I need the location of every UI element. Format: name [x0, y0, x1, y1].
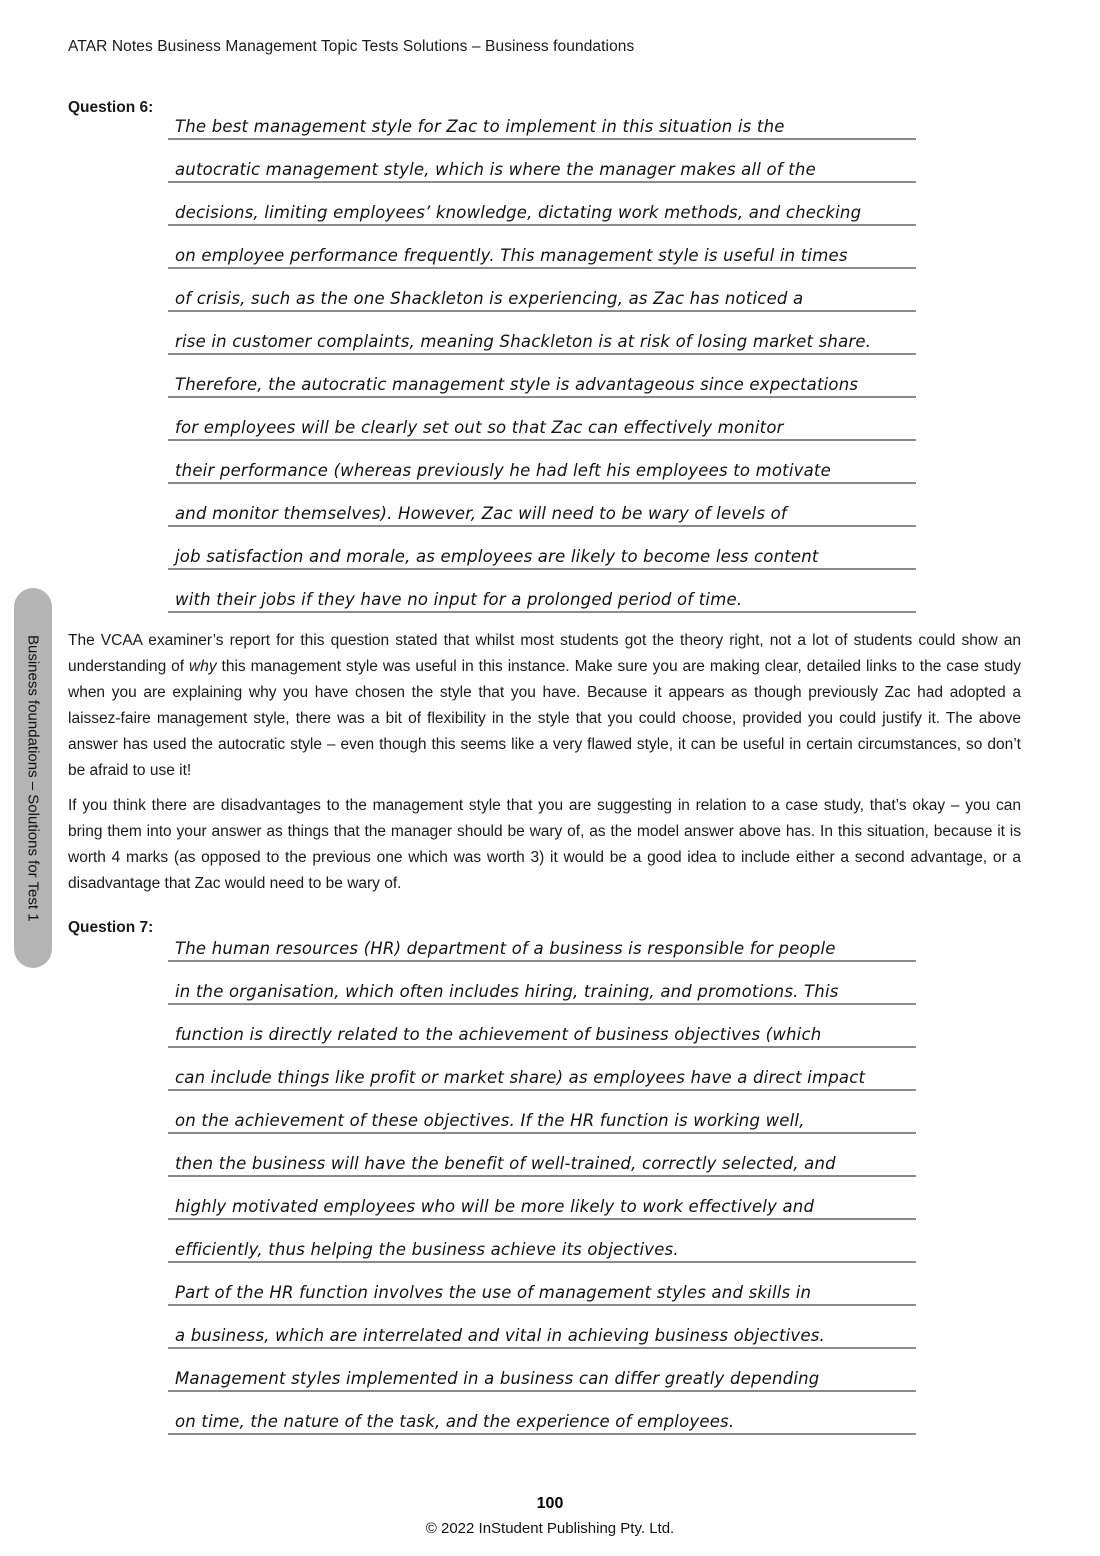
answer-line: in the organisation, which often includes hiring, training, and promotions. This	[168, 962, 916, 1005]
answer-line: then the business will have the benefit of well-trained, correctly selected, and	[168, 1134, 916, 1177]
answer-line: Part of the HR function involves the use of management styles and skills in	[168, 1263, 916, 1306]
answer-line: autocratic management style, which is where the manager makes all of the	[168, 140, 916, 183]
commentary-italic-word: why	[189, 658, 217, 675]
answer-line: Management styles implemented in a business can differ greatly depending	[168, 1349, 916, 1392]
commentary-text: The VCAA examiner’s report for this question stated that whilst most students got the theory right, not a lot of students could show an understanding of	[68, 632, 1021, 675]
answer-line: of crisis, such as the one Shackleton is experiencing, as Zac has noticed a	[168, 269, 916, 312]
answer-line: job satisfaction and morale, as employees are likely to become less content	[168, 527, 916, 570]
answer-line: on the achievement of these objectives. If the HR function is working well,	[168, 1091, 916, 1134]
answer-line: their performance (whereas previously he had left his employees to motivate	[168, 441, 916, 484]
document-header: ATAR Notes Business Management Topic Tests Solutions – Business foundations	[68, 38, 635, 55]
copyright-notice: © 2022 InStudent Publishing Pty. Ltd.	[425, 1520, 675, 1537]
question-6-heading: Question 6:	[68, 99, 154, 116]
answer-line: highly motivated employees who will be more likely to work effectively and	[168, 1177, 916, 1220]
commentary-text: this management style was useful in this instance. Make sure you are making clear, detailed links to the case study when you are explaining why you have chosen the style that you have. Because it appears as though previously Zac had adopted a laissez-faire management style, there was a bit of flexibility in the style that you could choose, provided you could justify it. The above answer has used the autocratic style – even though this seems like a very flawed style, it can be useful in certain circumstances, so don’t be afraid to use it!	[68, 658, 1021, 779]
answer-line: on time, the nature of the task, and the experience of employees.	[168, 1392, 916, 1435]
page-number: 100	[536, 1495, 564, 1512]
answer-line: The human resources (HR) department of a business is responsible for people	[168, 919, 916, 962]
commentary-text: If you think there are disadvantages to the management style that you are suggesting in relation to a case study, that’s okay – you can bring them into your answer as things that the manager should be wary of, as the model answer above has. In this situation, because it is worth 4 marks (as opposed to the previous one which was worth 3) it would be a good idea to include either a second advantage, or a disadvantage that Zac would need to be wary of.	[68, 797, 1021, 892]
answer-line: on employee performance frequently. This management style is useful in times	[168, 226, 916, 269]
answer-line: can include things like profit or market share) as employees have a direct impact	[168, 1048, 916, 1091]
chapter-side-tab-label: Business foundations – Solutions for Test 1	[24, 634, 42, 922]
chapter-side-tab	[14, 588, 52, 968]
answer-line: and monitor themselves). However, Zac will need to be wary of levels of	[168, 484, 916, 527]
question-7-heading: Question 7:	[68, 919, 154, 936]
answer-line: Therefore, the autocratic management style is advantageous since expectations	[168, 355, 916, 398]
answer-line: function is directly related to the achievement of business objectives (which	[168, 1005, 916, 1048]
answer-line: rise in customer complaints, meaning Shackleton is at risk of losing market share.	[168, 312, 916, 355]
answer-line: efficiently, thus helping the business achieve its objectives.	[168, 1220, 916, 1263]
answer-line: a business, which are interrelated and vital in achieving business objectives.	[168, 1306, 916, 1349]
answer-line: with their jobs if they have no input for a prolonged period of time.	[168, 570, 916, 613]
answer-line: for employees will be clearly set out so that Zac can effectively monitor	[168, 398, 916, 441]
answer-line: The best management style for Zac to implement in this situation is the	[168, 97, 916, 140]
question-6-handwritten-answer	[168, 97, 916, 613]
examiner-commentary-paragraph-2	[68, 793, 1021, 897]
question-7-handwritten-answer	[168, 919, 916, 1435]
answer-line: decisions, limiting employees’ knowledge, dictating work methods, and checking	[168, 183, 916, 226]
examiner-commentary-paragraph-1	[68, 628, 1021, 784]
